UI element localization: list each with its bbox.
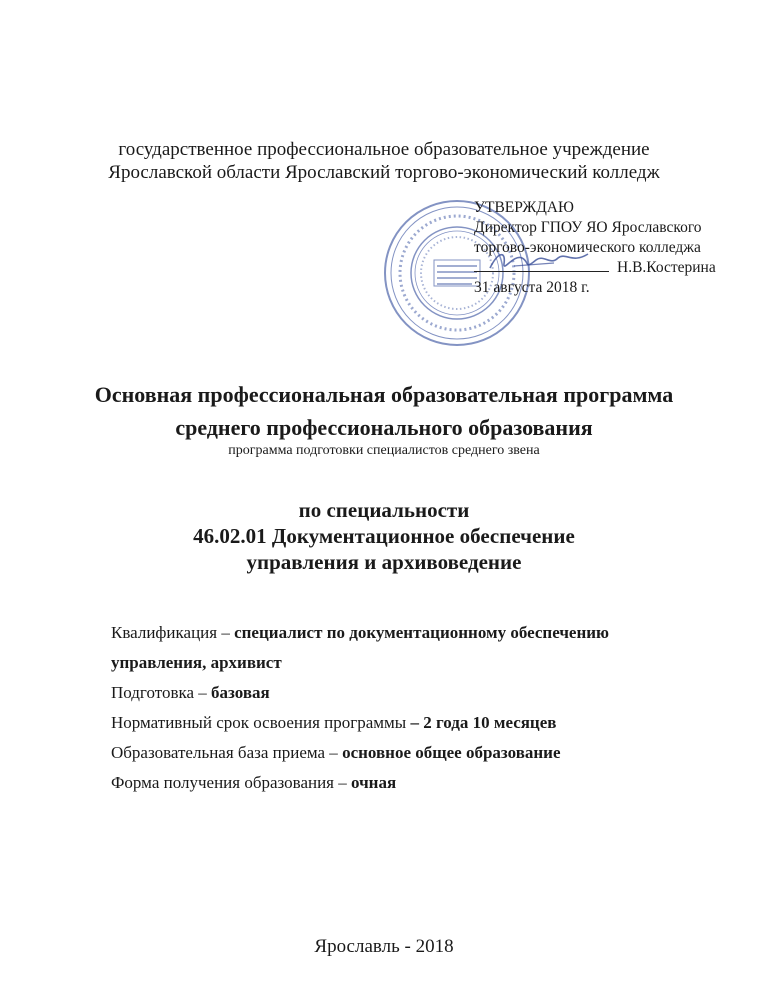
approval-position-line-1: Директор ГПОУ ЯО Ярославского [474,219,702,236]
approval-signer: Н.В.Костерина [617,259,716,276]
duration-label: Нормативный срок освоения программы [111,713,411,732]
duration-value: – 2 года 10 месяцев [410,713,557,732]
institution-header [0,138,768,184]
signature-underline [474,271,609,272]
specialty-line-3: управления и архивоведение [246,550,522,574]
institution-line-1: государственное профессиональное образовательное учреждение [118,139,650,160]
duration-row [111,708,751,738]
qualification-value: специалист по документационному обеспечению [234,623,610,642]
qualification-row-cont [111,648,751,678]
admission-base-value: основное общее образование [342,743,561,762]
place-year: Ярославль - 2018 [314,936,454,957]
qualification-value-2: управления, архивист [111,653,282,672]
program-title-line-2: среднего профессионального образования [175,415,593,440]
signature-line [474,258,764,278]
training-row [111,678,751,708]
program-subtitle: программа подготовки специалистов среднего звена [228,443,540,458]
specialty-line-2: 46.02.01 Документационное обеспечение [193,524,575,548]
program-title-line-1: Основная профессиональная образовательная программа [94,382,674,407]
institution-line-2: Ярославской области Ярославский торгово-экономический колледж [108,162,660,183]
specialty-line-1: по специальности [298,498,470,522]
approval-date: 31 августа 2018 г. [474,279,590,296]
approval-position-line-2: торгово-экономического колледжа [474,239,701,256]
study-form-label: Форма получения образования – [111,773,352,792]
study-form-value: очная [351,773,397,792]
approval-title: УТВЕРЖДАЮ [474,199,574,216]
qualification-label: Квалификация – [111,623,235,642]
specialty-block [0,497,768,575]
training-value: базовая [211,683,270,702]
training-label: Подготовка – [111,683,212,702]
admission-base-row [111,738,751,768]
approval-block [474,198,764,298]
program-title [0,378,768,444]
admission-base-label: Образовательная база приема – [111,743,343,762]
qualification-row [111,618,751,648]
study-form-row [111,768,751,798]
program-details [111,618,751,798]
